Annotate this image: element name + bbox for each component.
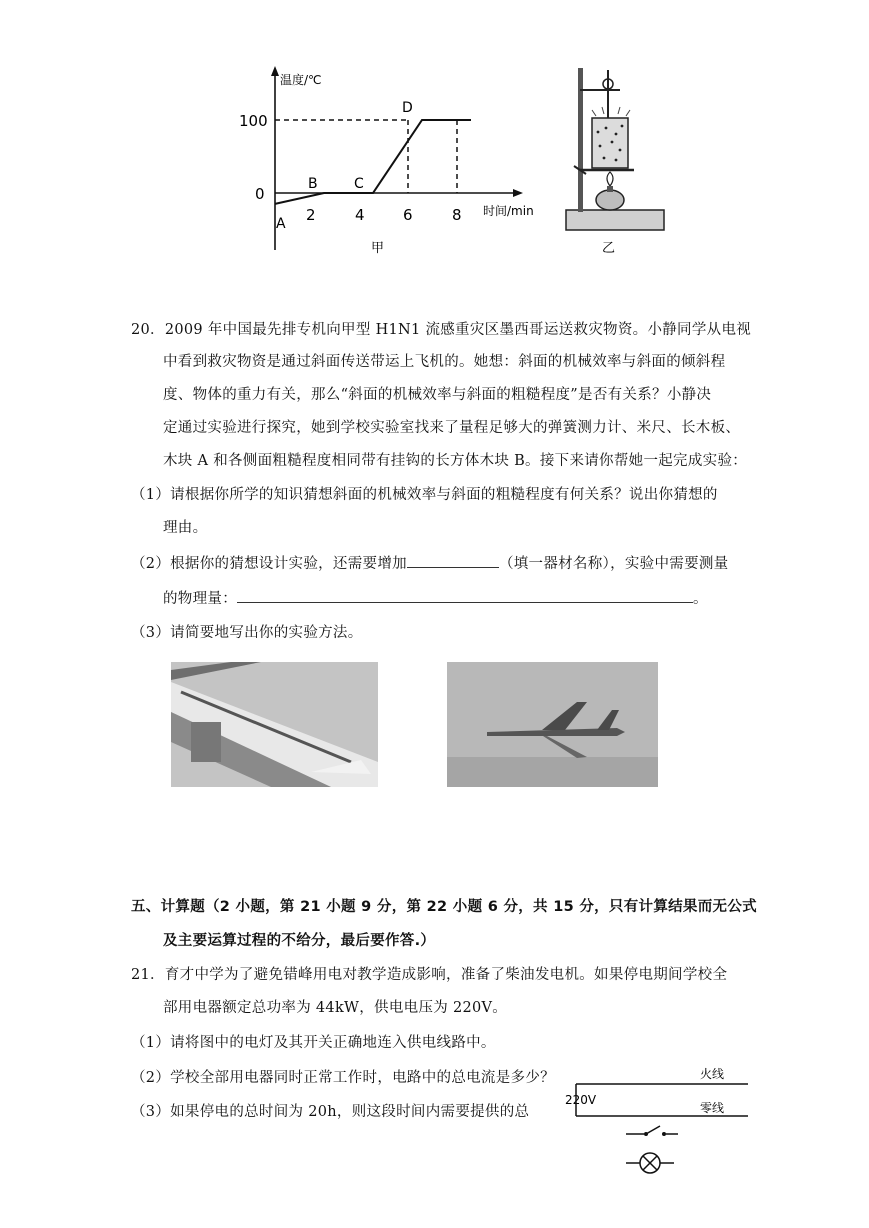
circuit-diagram: [560, 1060, 750, 1178]
q21-sub3: （3）如果停电的总时间为 20h，则这段时间内需要提供的总: [131, 1104, 530, 1120]
q21-line-1: 21．育才中学为了避免错峰用电对教学造成影响，准备了柴油发电机。如果停电期间学校全: [131, 967, 728, 983]
burner-wick: [607, 186, 613, 192]
heating-apparatus-figure: [560, 62, 670, 257]
switch-blade[interactable]: [646, 1126, 660, 1134]
q20-sub2-line-1: [131, 553, 729, 574]
temperature-time-graph: [225, 60, 555, 260]
q20-line-1: 20．2009 年中国最先排专机向甲型 H1N1 流感重灾区墨西哥运送救灾物资。小静同学从电视: [131, 322, 752, 338]
q20-sub2-text-d: 。: [693, 591, 708, 607]
x-tick-2: 2: [306, 206, 316, 224]
q20-sub3: （3）请简要地写出你的实验方法。: [131, 625, 363, 641]
graph-caption: 甲: [371, 241, 385, 256]
x-tick-4: 4: [355, 206, 365, 224]
x-axis-arrow-icon: [513, 189, 523, 197]
section-5-heading-line-2: 及主要运算过程的不给分，最后要作答.）: [163, 933, 436, 949]
voltage-label: 220V: [565, 1093, 597, 1107]
q21-sub1: （1）请将图中的电灯及其开关正确地连入供电线路中。: [131, 1035, 496, 1051]
q20-line-3: 度、物体的重力有关，那么“斜面的机械效率与斜面的粗糙程度”是否有关系？小静决: [163, 387, 712, 403]
x-tick-8: 8: [452, 206, 462, 224]
neutral-wire-label: 零线: [700, 1101, 725, 1115]
x-axis-label: 时间/min: [483, 204, 534, 218]
stand-base: [566, 210, 664, 230]
q20-sub1-line-2: 理由。: [163, 520, 208, 536]
y-axis-label: 温度/℃: [280, 73, 322, 87]
equipment-answer-blank[interactable]: [407, 553, 499, 568]
q20-sub2-line-2: [163, 588, 708, 609]
q20-line-5: 木块 A 和各侧面粗糙程度相同带有挂钩的长方体木块 B。接下来请你帮她一起完成实验：: [163, 453, 748, 469]
live-wire-label: 火线: [700, 1067, 725, 1081]
x-tick-6: 6: [403, 206, 413, 224]
point-label-d: D: [402, 100, 413, 116]
alcohol-burner: [596, 190, 624, 210]
q20-sub1-line-1: （1）请根据你所学的知识猜想斜面的机械效率与斜面的粗糙程度有何关系？说出你猜想的: [131, 487, 718, 503]
q20-sub2-text-c: 的物理量：: [163, 591, 237, 607]
q20-line-4: 定通过实验进行探究，她到学校实验室找来了量程足够大的弹簧测力计、米尺、长木板、: [163, 420, 741, 436]
quantity-answer-blank[interactable]: [237, 588, 693, 603]
q20-sub2-text-b: （填一器材名称），实验中需要测量: [498, 556, 729, 572]
section-5-heading-line-1: 五、计算题（2 小题，第 21 小题 9 分，第 22 小题 6 分，共 15 分，只有计算结果而无公式: [131, 899, 757, 915]
q21-line-2: 部用电器额定总功率为 44kW，供电电压为 220V。: [163, 1000, 508, 1016]
apparatus-caption: 乙: [602, 241, 616, 256]
point-label-b: B: [308, 176, 318, 192]
flame: [607, 172, 613, 186]
q20-sub2-text-a: （2）根据你的猜想设计实验，还需要增加: [131, 556, 407, 572]
temperature-series-line: [275, 120, 471, 204]
y-tick-100: 100: [239, 112, 268, 130]
q21-sub2: （2）学校全部用电器同时正常工作时，电路中的总电流是多少？: [131, 1070, 555, 1086]
q20-line-2: 中看到救灾物资是通过斜面传送带运上飞机的。她想：斜面的机械效率与斜面的倾斜程: [163, 354, 726, 370]
airplane-photo: [447, 662, 658, 787]
point-label-a: A: [276, 216, 286, 232]
switch-contact-right: [662, 1132, 666, 1136]
y-axis-arrow-icon: [271, 66, 279, 76]
conveyor-belt-photo: [171, 662, 378, 787]
steam: [592, 107, 630, 116]
y-tick-0: 0: [255, 185, 265, 203]
point-label-c: C: [354, 176, 364, 192]
